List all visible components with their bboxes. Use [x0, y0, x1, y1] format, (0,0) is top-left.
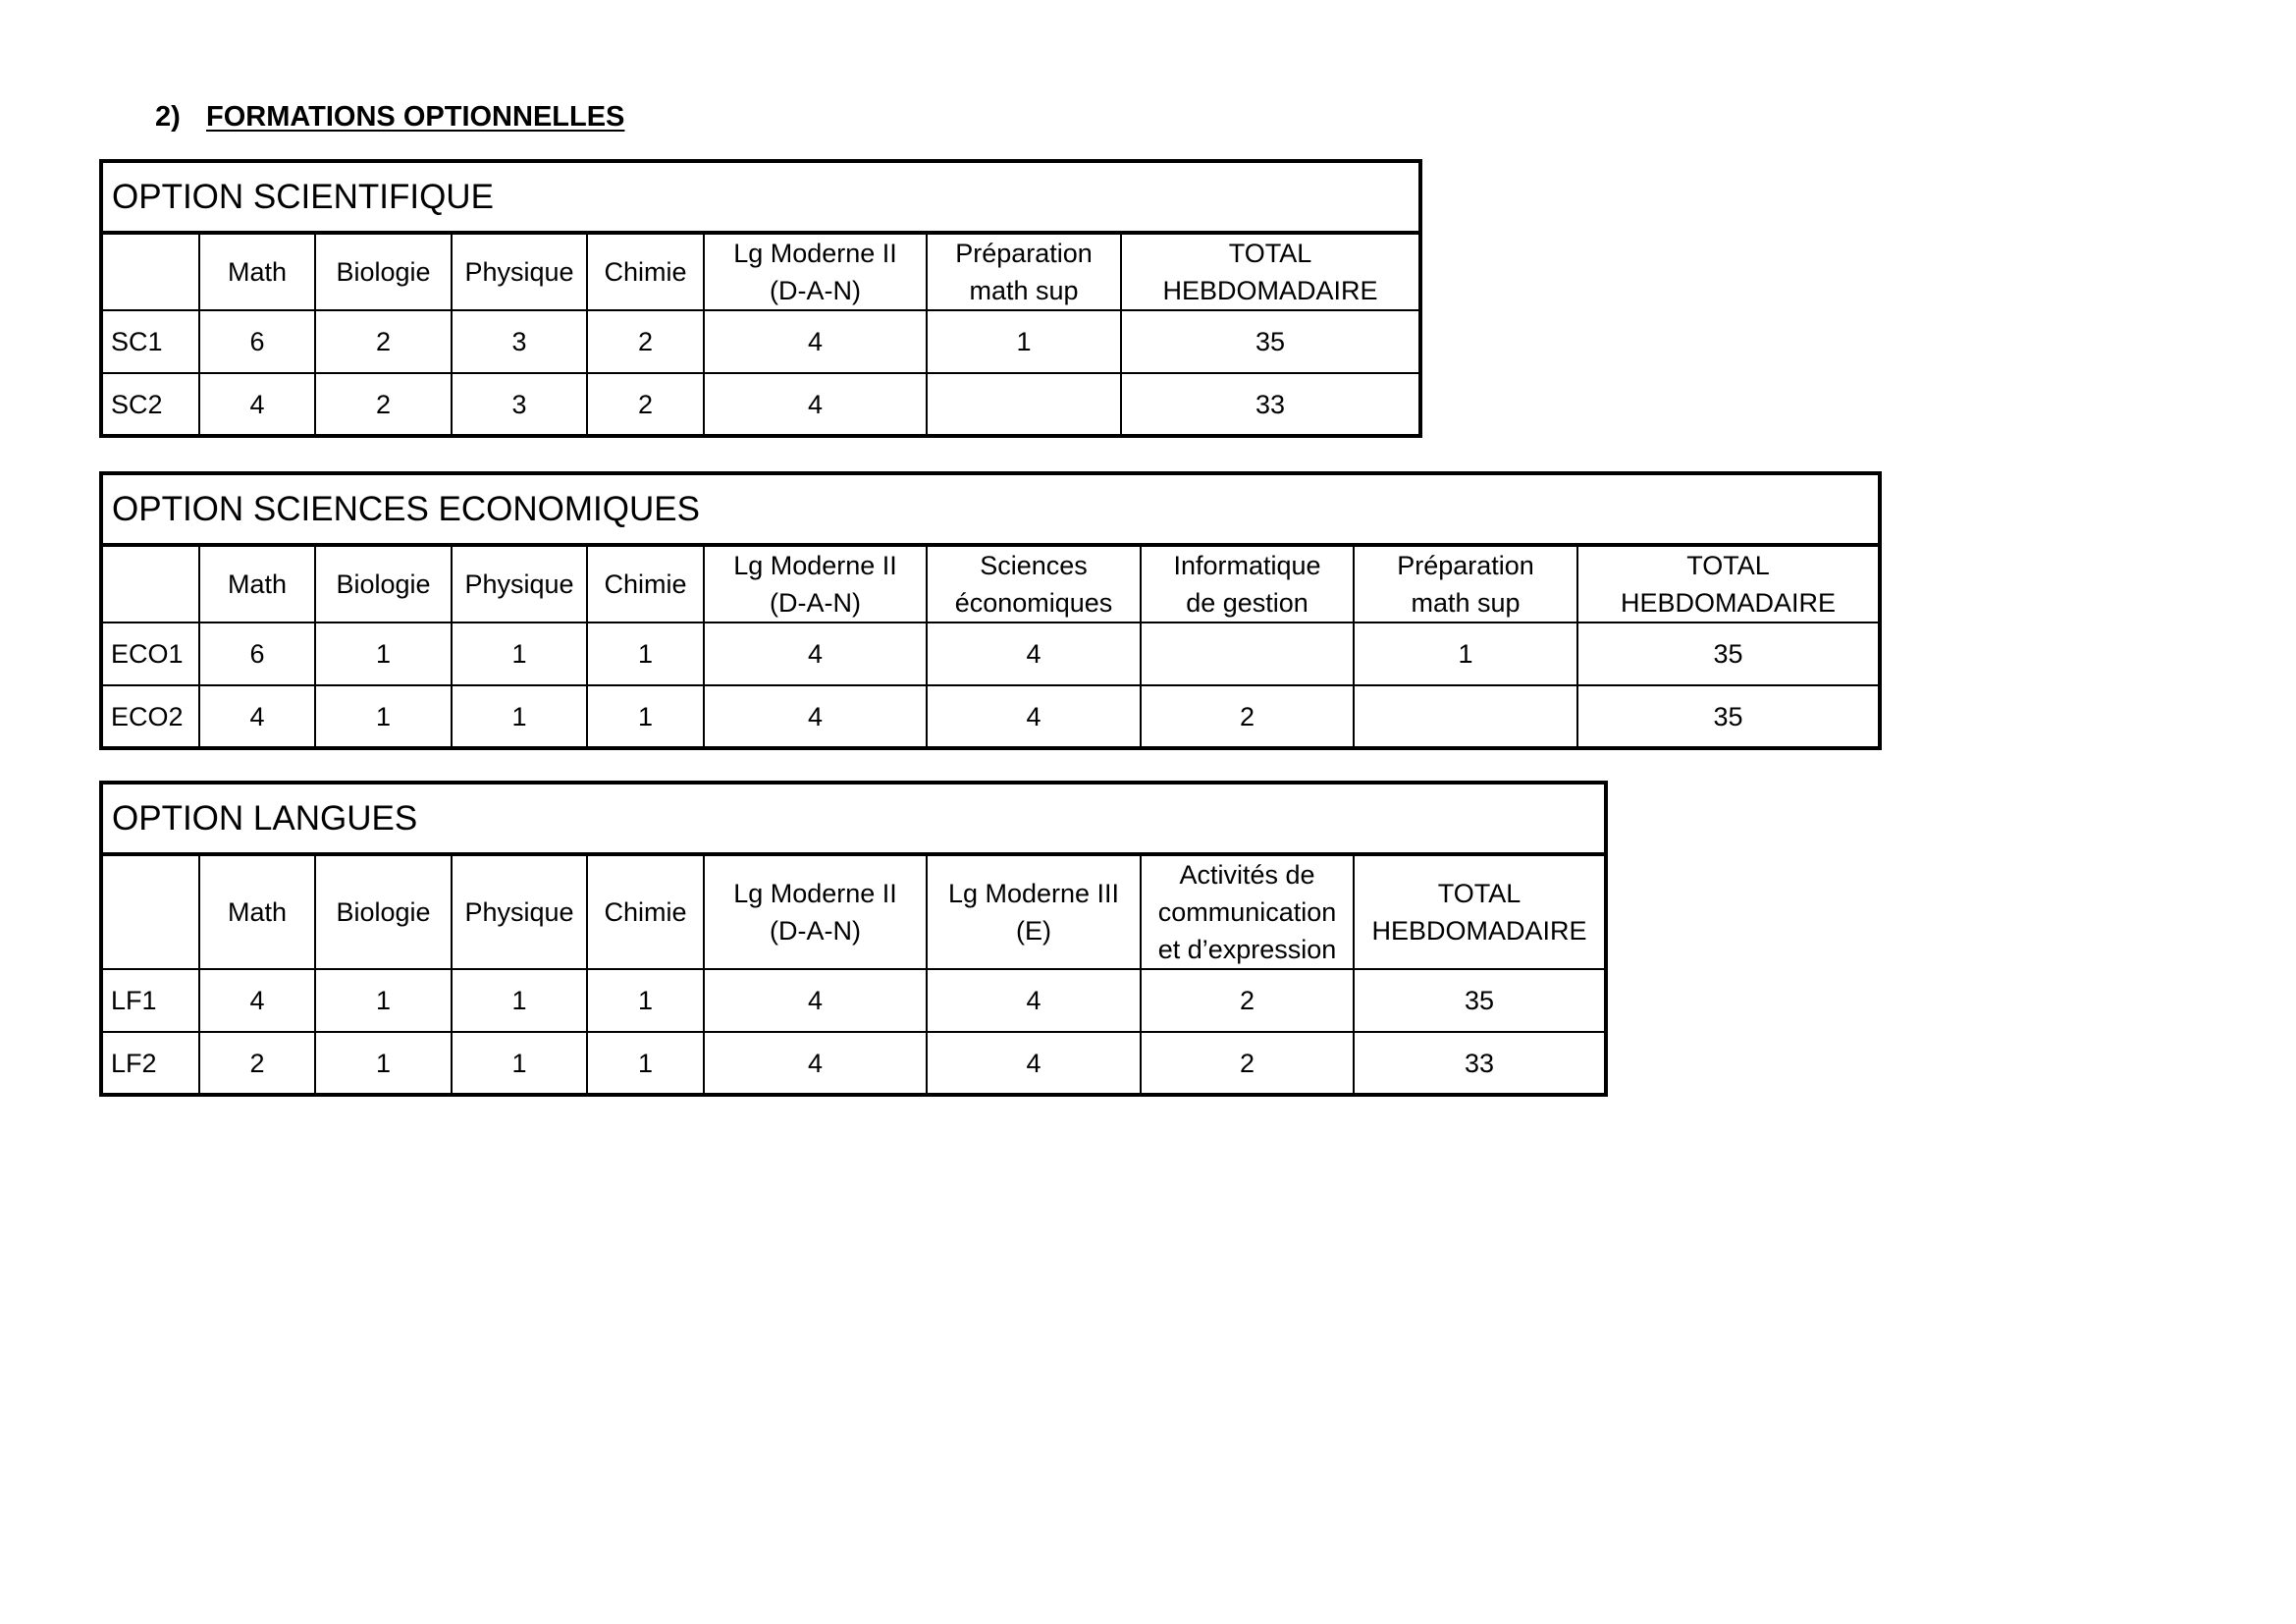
- value-cell: 1: [452, 1032, 587, 1095]
- value-cell: 1: [587, 685, 704, 748]
- table-row: [101, 623, 1880, 685]
- row-label: ECO1: [101, 623, 199, 685]
- value-cell: 4: [927, 623, 1141, 685]
- value-cell: 35: [1354, 969, 1606, 1032]
- header-cell: TOTAL HEBDOMADAIRE: [1121, 233, 1420, 310]
- value-cell: 2: [587, 373, 704, 436]
- header-cell: Lg Moderne III (E): [927, 854, 1141, 969]
- value-cell: 35: [1577, 623, 1880, 685]
- table-row: [101, 310, 1420, 373]
- value-cell: 1: [587, 1032, 704, 1095]
- header-cell: [101, 545, 199, 623]
- value-cell: 2: [1141, 969, 1354, 1032]
- header-cell: Lg Moderne II (D-A-N): [704, 545, 927, 623]
- value-cell: 4: [199, 685, 315, 748]
- table-title: OPTION SCIENCES ECONOMIQUES: [101, 473, 1880, 545]
- header-cell: Math: [199, 233, 315, 310]
- header-cell: Physique: [452, 545, 587, 623]
- value-cell: 35: [1577, 685, 1880, 748]
- option-sciences-economiques-table: [99, 471, 1882, 750]
- header-cell: Chimie: [587, 233, 704, 310]
- value-cell: 4: [704, 969, 927, 1032]
- value-cell: 3: [452, 310, 587, 373]
- header-cell: [101, 233, 199, 310]
- row-label: LF1: [101, 969, 199, 1032]
- table-title: OPTION SCIENTIFIQUE: [101, 161, 1420, 233]
- row-label: SC2: [101, 373, 199, 436]
- table-title-row: [101, 473, 1880, 545]
- value-cell: 4: [704, 1032, 927, 1095]
- value-cell: [927, 373, 1121, 436]
- option-langues-table: [99, 781, 1608, 1097]
- header-row: [101, 545, 1880, 623]
- value-cell: 1: [315, 969, 452, 1032]
- header-cell: Physique: [452, 233, 587, 310]
- value-cell: 4: [704, 373, 927, 436]
- table-title: OPTION LANGUES: [101, 783, 1606, 854]
- value-cell: 1: [315, 623, 452, 685]
- header-row: [101, 854, 1606, 969]
- option-scientifique-table: [99, 159, 1422, 438]
- value-cell: 2: [315, 373, 452, 436]
- value-cell: 1: [452, 623, 587, 685]
- value-cell: 4: [704, 685, 927, 748]
- header-cell: Biologie: [315, 545, 452, 623]
- header-cell: Lg Moderne II (D-A-N): [704, 233, 927, 310]
- value-cell: 1: [452, 969, 587, 1032]
- table-row: [101, 1032, 1606, 1095]
- header-cell: [101, 854, 199, 969]
- table-title-row: [101, 783, 1606, 854]
- section-heading: [155, 101, 624, 134]
- header-row: [101, 233, 1420, 310]
- value-cell: 4: [927, 969, 1141, 1032]
- value-cell: 33: [1354, 1032, 1606, 1095]
- header-cell: Chimie: [587, 854, 704, 969]
- value-cell: 1: [587, 623, 704, 685]
- value-cell: [1141, 623, 1354, 685]
- value-cell: 4: [199, 373, 315, 436]
- value-cell: 1: [587, 969, 704, 1032]
- value-cell: 2: [1141, 1032, 1354, 1095]
- value-cell: 35: [1121, 310, 1420, 373]
- header-cell: TOTAL HEBDOMADAIRE: [1354, 854, 1606, 969]
- value-cell: 33: [1121, 373, 1420, 436]
- header-cell: Math: [199, 854, 315, 969]
- value-cell: 2: [315, 310, 452, 373]
- section-title: FORMATIONS OPTIONNELLES: [206, 101, 625, 133]
- value-cell: 2: [1141, 685, 1354, 748]
- value-cell: 4: [927, 685, 1141, 748]
- header-cell: TOTAL HEBDOMADAIRE: [1577, 545, 1880, 623]
- value-cell: 4: [927, 1032, 1141, 1095]
- header-cell: Math: [199, 545, 315, 623]
- header-cell: Biologie: [315, 233, 452, 310]
- value-cell: 2: [199, 1032, 315, 1095]
- table-row: [101, 373, 1420, 436]
- table-title-row: [101, 161, 1420, 233]
- header-cell: Activités de communication et d’expression: [1141, 854, 1354, 969]
- table-row: [101, 969, 1606, 1032]
- value-cell: 4: [704, 310, 927, 373]
- header-cell: Sciences économiques: [927, 545, 1141, 623]
- row-label: SC1: [101, 310, 199, 373]
- table-row: [101, 685, 1880, 748]
- value-cell: [1354, 685, 1577, 748]
- value-cell: 1: [315, 1032, 452, 1095]
- value-cell: 4: [704, 623, 927, 685]
- header-cell: Chimie: [587, 545, 704, 623]
- value-cell: 6: [199, 310, 315, 373]
- value-cell: 6: [199, 623, 315, 685]
- value-cell: 1: [452, 685, 587, 748]
- value-cell: 1: [927, 310, 1121, 373]
- value-cell: 4: [199, 969, 315, 1032]
- value-cell: 3: [452, 373, 587, 436]
- value-cell: 1: [1354, 623, 1577, 685]
- header-cell: Informatique de gestion: [1141, 545, 1354, 623]
- row-label: ECO2: [101, 685, 199, 748]
- section-number: 2): [155, 101, 181, 133]
- value-cell: 2: [587, 310, 704, 373]
- header-cell: Physique: [452, 854, 587, 969]
- row-label: LF2: [101, 1032, 199, 1095]
- header-cell: Lg Moderne II (D-A-N): [704, 854, 927, 969]
- header-cell: Biologie: [315, 854, 452, 969]
- header-cell: Préparation math sup: [927, 233, 1121, 310]
- value-cell: 1: [315, 685, 452, 748]
- header-cell: Préparation math sup: [1354, 545, 1577, 623]
